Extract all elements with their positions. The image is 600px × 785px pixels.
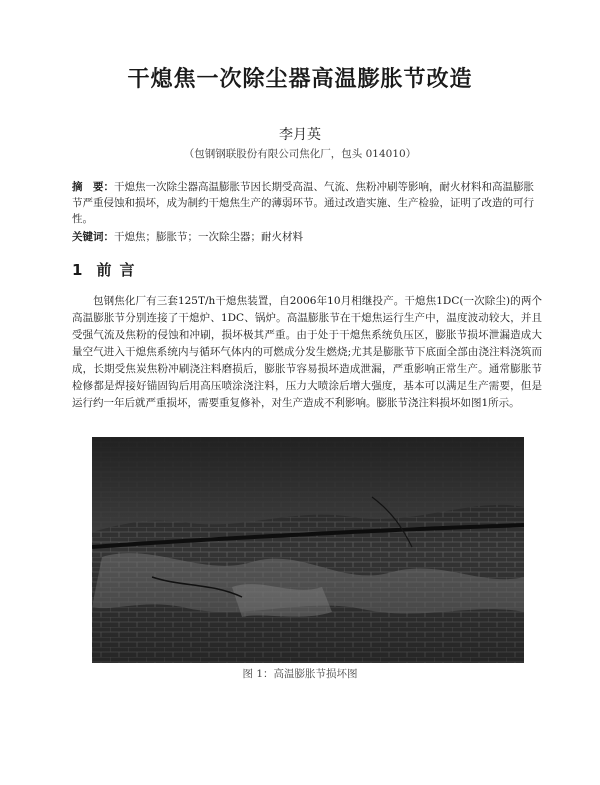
author-name: 李月英 bbox=[279, 127, 321, 143]
paper-title: 干熄焦一次除尘器高温膨胀节改造 bbox=[127, 67, 473, 92]
author-affiliation: （包钢钢联股份有限公司焦化厂，包头 014010） bbox=[183, 148, 417, 160]
figure-photo bbox=[92, 437, 524, 663]
body-text bbox=[72, 293, 542, 412]
abstract bbox=[72, 179, 542, 227]
figure-caption: 图 1：高温膨胀节损坏图 bbox=[242, 668, 358, 680]
keywords bbox=[72, 229, 542, 245]
section-title: 前言 bbox=[96, 261, 143, 279]
body-paragraph: 包钢焦化厂有三套125T/h干熄焦装置，自2006年10月相继投产。干熄焦1DC(一次除尘)的两个高温膨胀节分别连接了干熄炉、1DC、锅炉。高温膨胀节在干熄焦运行生产中，温度波动较大，并且受强气流及焦粉的侵蚀和冲刷，损坏极其严重。由于处于干熄焦系统负压区，膨胀节损坏泄漏造成大量空气进入干熄焦系统内与循环气体内的可燃成分发生燃烧;尤其是膨胀节下底面全部由浇注料浇筑而成，长期受焦炭焦粉冲刷浇注料磨损后，膨胀节容易损坏造成泄漏，严重影响正常生产。通常膨胀节检修都是焊接好锚固钩后用高压喷涂浇注料，压力大喷涂后增大强度，基本可以满足生产需要，但是运行约一年后就严重损坏，需要重复修补，对生产造成不利影响。膨胀节浇注料损坏如图1所示。 bbox=[72, 295, 542, 409]
keywords-label: 关键词： bbox=[72, 231, 114, 243]
section-heading bbox=[72, 259, 142, 280]
section-number: 1 bbox=[72, 261, 83, 279]
keywords-text: 干熄焦；膨胀节；一次除尘器；耐火材料 bbox=[114, 231, 303, 243]
figure-damaged-expansion-joint bbox=[92, 437, 524, 663]
abstract-text: 干熄焦一次除尘器高温膨胀节因长期受高温、气流、焦粉冲刷等影响，耐火材料和高温膨胀节严重侵蚀和损坏，成为制约干熄焦生产的薄弱环节。通过改造实施、生产检验，证明了改造的可行性。 bbox=[72, 181, 534, 225]
abstract-label: 摘 要： bbox=[72, 181, 114, 193]
